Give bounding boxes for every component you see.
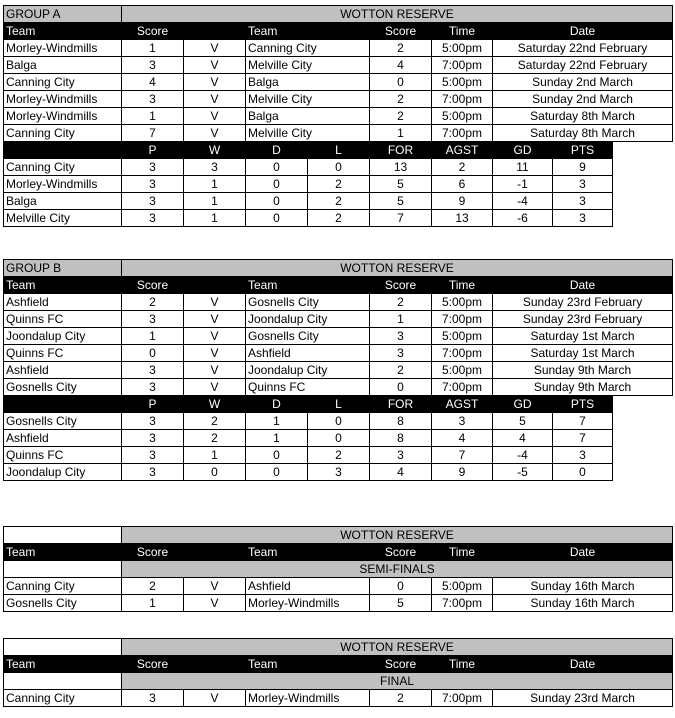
lost: 3 (308, 464, 370, 481)
away-score: 2 (370, 108, 432, 125)
home-team: Joondalup City (4, 328, 122, 345)
away-team: Ashfield (246, 578, 370, 595)
goal-diff: -4 (493, 193, 553, 210)
goals-against: 3 (432, 413, 493, 430)
home-score: 3 (122, 379, 184, 396)
group-title: GROUP A (4, 6, 122, 23)
match-date: Saturday 8th March (493, 125, 673, 142)
match-date: Saturday 1st March (493, 345, 673, 362)
away-score: 2 (370, 690, 432, 707)
away-score: 1 (370, 125, 432, 142)
round-row (4, 561, 673, 578)
away-team: Morley-Windmills (246, 595, 370, 612)
match-date: Sunday 16th March (493, 595, 673, 612)
away-score: 2 (370, 294, 432, 311)
match-date: Sunday 9th March (493, 379, 673, 396)
home-team: Ashfield (4, 294, 122, 311)
kickoff-time: 7:00pm (432, 379, 493, 396)
versus: V (184, 595, 246, 612)
match-date: Saturday 1st March (493, 328, 673, 345)
points: 3 (553, 193, 613, 210)
standings-header-row (4, 142, 673, 159)
col-won: W (184, 142, 246, 159)
col-lost: L (308, 396, 370, 413)
col-score2: Score (370, 656, 432, 673)
won: 1 (184, 210, 246, 227)
col-score: Score (122, 277, 184, 294)
standings-team: Canning City (4, 159, 122, 176)
lost: 2 (308, 176, 370, 193)
played: 3 (122, 210, 184, 227)
away-team: Ashfield (246, 345, 370, 362)
fixtures-header-row (4, 23, 673, 40)
kickoff-time: 5:00pm (432, 294, 493, 311)
versus: V (184, 91, 246, 108)
group-title-row (4, 260, 673, 277)
home-score: 2 (122, 294, 184, 311)
goals-for: 8 (370, 413, 432, 430)
kickoff-time: 5:00pm (432, 328, 493, 345)
final-table (3, 638, 673, 707)
fixture-row (4, 578, 673, 595)
match-date: Sunday 16th March (493, 578, 673, 595)
kickoff-time: 7:00pm (432, 311, 493, 328)
points: 7 (553, 413, 613, 430)
away-team: Gosnells City (246, 328, 370, 345)
home-team: Canning City (4, 125, 122, 142)
goals-against: 4 (432, 430, 493, 447)
group-a-table (3, 5, 673, 227)
away-score: 0 (370, 379, 432, 396)
drawn: 1 (246, 430, 308, 447)
played: 3 (122, 413, 184, 430)
col-points: PTS (553, 396, 613, 413)
won: 1 (184, 176, 246, 193)
lost: 2 (308, 447, 370, 464)
played: 3 (122, 193, 184, 210)
col-score: Score (122, 23, 184, 40)
standings-team: Balga (4, 193, 122, 210)
won: 0 (184, 464, 246, 481)
versus: V (184, 328, 246, 345)
kickoff-time: 7:00pm (432, 57, 493, 74)
col-drawn: D (246, 396, 308, 413)
home-team: Quinns FC (4, 311, 122, 328)
kickoff-time: 5:00pm (432, 40, 493, 57)
away-team: Melville City (246, 125, 370, 142)
lost: 2 (308, 193, 370, 210)
versus: V (184, 379, 246, 396)
points: 3 (553, 210, 613, 227)
home-score: 4 (122, 74, 184, 91)
goals-against: 9 (432, 193, 493, 210)
won: 1 (184, 447, 246, 464)
goals-against: 2 (432, 159, 493, 176)
match-date: Saturday 8th March (493, 108, 673, 125)
fixture-row (4, 311, 673, 328)
standings-team: Quinns FC (4, 447, 122, 464)
col-goal-diff: GD (493, 396, 553, 413)
kickoff-time: 5:00pm (432, 362, 493, 379)
away-score: 5 (370, 595, 432, 612)
versus: V (184, 578, 246, 595)
match-date: Sunday 9th March (493, 362, 673, 379)
home-score: 1 (122, 328, 184, 345)
col-team2: Team (246, 544, 370, 561)
versus: V (184, 311, 246, 328)
lost: 2 (308, 210, 370, 227)
away-team: Quinns FC (246, 379, 370, 396)
col-score2: Score (370, 277, 432, 294)
versus: V (184, 125, 246, 142)
standings-team: Ashfield (4, 430, 122, 447)
round-title: FINAL (122, 673, 673, 690)
home-score: 3 (122, 91, 184, 108)
fixture-row (4, 328, 673, 345)
drawn: 0 (246, 464, 308, 481)
fixture-row (4, 294, 673, 311)
match-date: Sunday 2nd March (493, 91, 673, 108)
away-team: Melville City (246, 91, 370, 108)
col-team: Team (4, 277, 122, 294)
round-title: SEMI-FINALS (122, 561, 673, 578)
away-score: 4 (370, 57, 432, 74)
col-date: Date (493, 544, 673, 561)
col-against: AGST (432, 142, 493, 159)
fixture-row (4, 108, 673, 125)
col-for: FOR (370, 142, 432, 159)
fixture-row (4, 57, 673, 74)
away-team: Balga (246, 74, 370, 91)
group-title: GROUP B (4, 260, 122, 277)
versus: V (184, 40, 246, 57)
home-team: Gosnells City (4, 595, 122, 612)
match-date: Sunday 23rd February (493, 311, 673, 328)
standings-row (4, 193, 673, 210)
kickoff-time: 5:00pm (432, 578, 493, 595)
col-team: Team (4, 656, 122, 673)
home-team: Canning City (4, 74, 122, 91)
col-won: W (184, 396, 246, 413)
standings-row (4, 210, 673, 227)
col-time: Time (432, 656, 493, 673)
home-score: 1 (122, 40, 184, 57)
away-score: 3 (370, 345, 432, 362)
round-row (4, 673, 673, 690)
venue: WOTTON RESERVE (122, 260, 673, 277)
venue-row (4, 527, 673, 544)
lost: 0 (308, 413, 370, 430)
semi-finals-table (3, 526, 673, 612)
home-team: Canning City (4, 578, 122, 595)
away-score: 3 (370, 328, 432, 345)
points: 3 (553, 176, 613, 193)
goal-diff: -5 (493, 464, 553, 481)
goals-for: 3 (370, 447, 432, 464)
home-score: 3 (122, 57, 184, 74)
points: 0 (553, 464, 613, 481)
fixture-row (4, 40, 673, 57)
away-team: Joondalup City (246, 311, 370, 328)
away-score: 0 (370, 74, 432, 91)
goals-against: 7 (432, 447, 493, 464)
standings-row (4, 176, 673, 193)
points: 7 (553, 430, 613, 447)
versus: V (184, 108, 246, 125)
col-against: AGST (432, 396, 493, 413)
venue: WOTTON RESERVE (122, 6, 673, 23)
drawn: 0 (246, 176, 308, 193)
fixture-row (4, 125, 673, 142)
versus: V (184, 294, 246, 311)
home-score: 1 (122, 108, 184, 125)
col-score: Score (122, 544, 184, 561)
goal-diff: 4 (493, 430, 553, 447)
fixture-row (4, 74, 673, 91)
col-points: PTS (553, 142, 613, 159)
home-score: 3 (122, 311, 184, 328)
goals-against: 13 (432, 210, 493, 227)
col-date: Date (493, 23, 673, 40)
home-team: Morley-Windmills (4, 40, 122, 57)
home-team: Morley-Windmills (4, 108, 122, 125)
col-goal-diff: GD (493, 142, 553, 159)
away-score: 2 (370, 362, 432, 379)
won: 2 (184, 430, 246, 447)
home-team: Ashfield (4, 362, 122, 379)
col-score2: Score (370, 23, 432, 40)
standings-header-row (4, 396, 673, 413)
away-score: 0 (370, 578, 432, 595)
home-score: 2 (122, 578, 184, 595)
away-team: Balga (246, 108, 370, 125)
kickoff-time: 7:00pm (432, 595, 493, 612)
col-time: Time (432, 544, 493, 561)
match-date: Sunday 23rd March (493, 690, 673, 707)
goals-for: 7 (370, 210, 432, 227)
played: 3 (122, 159, 184, 176)
home-team: Morley-Windmills (4, 91, 122, 108)
home-team: Gosnells City (4, 379, 122, 396)
standings-team: Morley-Windmills (4, 176, 122, 193)
match-date: Sunday 2nd March (493, 74, 673, 91)
fixtures-header-row (4, 544, 673, 561)
points: 9 (553, 159, 613, 176)
drawn: 0 (246, 193, 308, 210)
fixtures-header-row (4, 277, 673, 294)
col-time: Time (432, 23, 493, 40)
standings-row (4, 447, 673, 464)
col-played: P (122, 142, 184, 159)
standings-team: Joondalup City (4, 464, 122, 481)
standings-team: Melville City (4, 210, 122, 227)
played: 3 (122, 430, 184, 447)
played: 3 (122, 464, 184, 481)
goal-diff: -4 (493, 447, 553, 464)
drawn: 0 (246, 447, 308, 464)
away-score: 2 (370, 91, 432, 108)
played: 3 (122, 176, 184, 193)
goal-diff: -6 (493, 210, 553, 227)
goals-for: 5 (370, 176, 432, 193)
home-team: Canning City (4, 690, 122, 707)
venue: WOTTON RESERVE (122, 639, 673, 656)
fixture-row (4, 379, 673, 396)
won: 3 (184, 159, 246, 176)
fixtures-header-row (4, 656, 673, 673)
col-team2: Team (246, 277, 370, 294)
col-team2: Team (246, 656, 370, 673)
col-date: Date (493, 277, 673, 294)
fixture-row (4, 345, 673, 362)
group-b-table (3, 259, 673, 481)
fixture-row (4, 362, 673, 379)
fixture-row (4, 690, 673, 707)
kickoff-time: 7:00pm (432, 345, 493, 362)
kickoff-time: 5:00pm (432, 74, 493, 91)
standings-row (4, 159, 673, 176)
standings-row (4, 430, 673, 447)
standings-row (4, 464, 673, 481)
kickoff-time: 7:00pm (432, 91, 493, 108)
match-date: Sunday 23rd February (493, 294, 673, 311)
drawn: 0 (246, 159, 308, 176)
won: 2 (184, 413, 246, 430)
home-team: Quinns FC (4, 345, 122, 362)
col-team: Team (4, 544, 122, 561)
goals-against: 6 (432, 176, 493, 193)
drawn: 1 (246, 413, 308, 430)
goal-diff: -1 (493, 176, 553, 193)
won: 1 (184, 193, 246, 210)
col-team: Team (4, 23, 122, 40)
played: 3 (122, 447, 184, 464)
away-team: Joondalup City (246, 362, 370, 379)
away-score: 2 (370, 40, 432, 57)
home-score: 7 (122, 125, 184, 142)
kickoff-time: 7:00pm (432, 690, 493, 707)
standings-team: Gosnells City (4, 413, 122, 430)
goals-for: 4 (370, 464, 432, 481)
venue-row (4, 639, 673, 656)
versus: V (184, 690, 246, 707)
col-score: Score (122, 656, 184, 673)
goals-against: 9 (432, 464, 493, 481)
venue: WOTTON RESERVE (122, 527, 673, 544)
versus: V (184, 57, 246, 74)
fixture-row (4, 595, 673, 612)
home-score: 0 (122, 345, 184, 362)
col-played: P (122, 396, 184, 413)
goal-diff: 11 (493, 159, 553, 176)
points: 3 (553, 447, 613, 464)
away-score: 1 (370, 311, 432, 328)
home-score: 3 (122, 690, 184, 707)
col-lost: L (308, 142, 370, 159)
lost: 0 (308, 159, 370, 176)
group-title-row (4, 6, 673, 23)
col-date: Date (493, 656, 673, 673)
kickoff-time: 5:00pm (432, 108, 493, 125)
goals-for: 5 (370, 193, 432, 210)
lost: 0 (308, 430, 370, 447)
kickoff-time: 7:00pm (432, 125, 493, 142)
versus: V (184, 74, 246, 91)
drawn: 0 (246, 210, 308, 227)
fixture-row (4, 91, 673, 108)
goals-for: 8 (370, 430, 432, 447)
versus: V (184, 362, 246, 379)
goal-diff: 5 (493, 413, 553, 430)
match-date: Saturday 22nd February (493, 57, 673, 74)
away-team: Canning City (246, 40, 370, 57)
match-date: Saturday 22nd February (493, 40, 673, 57)
away-team: Melville City (246, 57, 370, 74)
versus: V (184, 345, 246, 362)
away-team: Gosnells City (246, 294, 370, 311)
away-team: Morley-Windmills (246, 690, 370, 707)
col-team2: Team (246, 23, 370, 40)
goals-for: 13 (370, 159, 432, 176)
home-team: Balga (4, 57, 122, 74)
home-score: 3 (122, 362, 184, 379)
home-score: 1 (122, 595, 184, 612)
col-time: Time (432, 277, 493, 294)
col-for: FOR (370, 396, 432, 413)
standings-row (4, 413, 673, 430)
col-drawn: D (246, 142, 308, 159)
col-score2: Score (370, 544, 432, 561)
